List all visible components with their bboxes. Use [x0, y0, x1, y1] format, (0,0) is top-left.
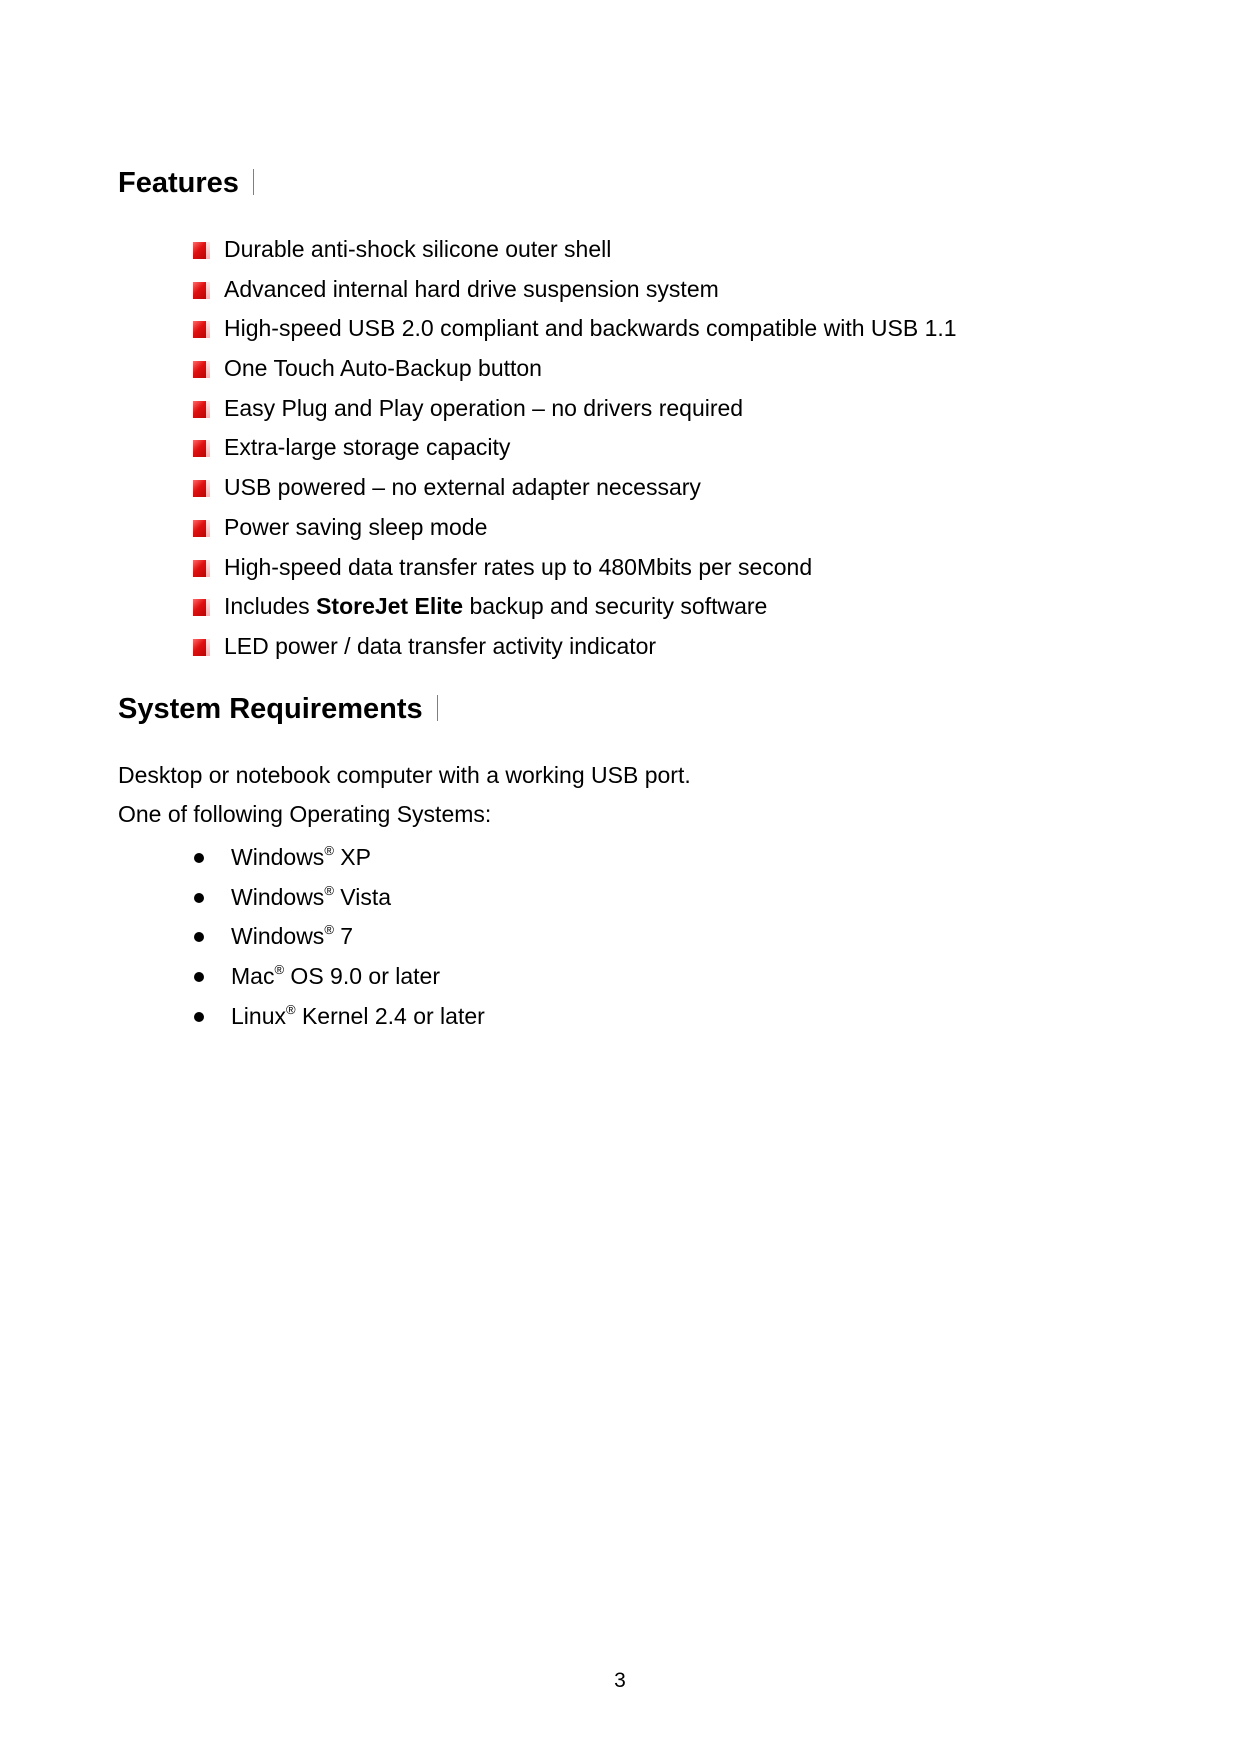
- system-requirements-heading: [118, 691, 438, 727]
- feature-text: LED power / data transfer activity indicator: [224, 632, 657, 659]
- feature-item: [193, 309, 957, 349]
- registered-mark: ®: [285, 1001, 296, 1017]
- feature-text: One Touch Auto-Backup button: [224, 355, 542, 382]
- bullet-dot-icon: [194, 932, 204, 942]
- bullet-dot-icon: [194, 972, 204, 982]
- os-name: Linux: [231, 1002, 286, 1029]
- feature-text: Durable anti-shock silicone outer shell: [224, 236, 612, 262]
- red-square-bullet-icon: [193, 401, 210, 418]
- page-number: 3: [614, 1669, 626, 1692]
- os-name: Windows: [231, 844, 325, 870]
- red-square-bullet-icon: [193, 321, 210, 338]
- red-square-bullet-icon: [193, 520, 210, 537]
- os-item: [194, 838, 485, 878]
- feature-item: [193, 508, 957, 548]
- feature-item: [193, 627, 957, 667]
- red-square-bullet-icon: [193, 560, 210, 577]
- system-requirements-heading-text: System Requirements: [118, 693, 423, 725]
- feature-item: [193, 548, 957, 588]
- os-item: [194, 957, 485, 997]
- feature-item: [193, 468, 957, 508]
- feature-text-prefix: Includes: [224, 593, 317, 620]
- feature-item: [193, 349, 957, 389]
- feature-text: Easy Plug and Play operation – no drivers required: [224, 394, 744, 421]
- os-name: Mac: [231, 963, 275, 990]
- feature-text: High-speed USB 2.0 compliant and backwards compatible with USB 1.1: [224, 315, 957, 342]
- feature-list: [193, 230, 957, 667]
- feature-text: High-speed data transfer rates up to 480Mbits per second: [224, 553, 813, 580]
- red-square-bullet-icon: [193, 639, 210, 656]
- bullet-dot-icon: [194, 1012, 204, 1022]
- os-version: XP: [333, 844, 371, 870]
- red-square-bullet-icon: [193, 599, 210, 616]
- feature-item: [193, 270, 957, 310]
- registered-mark: ®: [274, 962, 285, 978]
- os-name: Windows: [231, 883, 325, 910]
- feature-item: [193, 230, 957, 270]
- feature-item: [193, 587, 957, 627]
- requirements-line-computer: Desktop or notebook computer with a working USB port.: [118, 762, 691, 788]
- red-square-bullet-icon: [193, 361, 210, 378]
- red-square-bullet-icon: [193, 242, 210, 259]
- os-item: [194, 917, 485, 957]
- bullet-dot-icon: [194, 853, 204, 863]
- feature-text: Advanced internal hard drive suspension system: [224, 275, 719, 302]
- os-version: Vista: [333, 883, 392, 910]
- features-heading: [118, 165, 254, 201]
- os-version: OS 9.0 or later: [284, 963, 441, 990]
- feature-text-suffix: backup and security software: [463, 593, 768, 620]
- feature-text: Extra-large storage capacity: [224, 434, 511, 461]
- os-name: Windows: [231, 923, 325, 950]
- registered-mark: ®: [324, 882, 334, 898]
- feature-item: [193, 389, 957, 429]
- requirements-line-os-intro: One of following Operating Systems:: [118, 801, 492, 827]
- registered-mark: ®: [324, 843, 334, 858]
- os-version: 7: [333, 923, 354, 950]
- os-item: [194, 997, 485, 1037]
- os-list: [194, 838, 485, 1036]
- registered-mark: ®: [324, 922, 334, 938]
- os-version: Kernel 2.4 or later: [295, 1002, 485, 1029]
- feature-text: USB powered – no external adapter necessary: [224, 474, 701, 501]
- os-item: [194, 878, 485, 918]
- heading-separator: [253, 169, 254, 195]
- heading-separator: [437, 695, 438, 721]
- feature-text: Power saving sleep mode: [224, 513, 488, 540]
- features-heading-text: Features: [118, 167, 239, 199]
- red-square-bullet-icon: [193, 440, 210, 457]
- feature-item: [193, 428, 957, 468]
- red-square-bullet-icon: [193, 480, 210, 497]
- storejet-elite-product-name: StoreJet Elite: [316, 593, 464, 620]
- bullet-dot-icon: [194, 893, 204, 903]
- red-square-bullet-icon: [193, 282, 210, 299]
- feature-text: [224, 593, 767, 619]
